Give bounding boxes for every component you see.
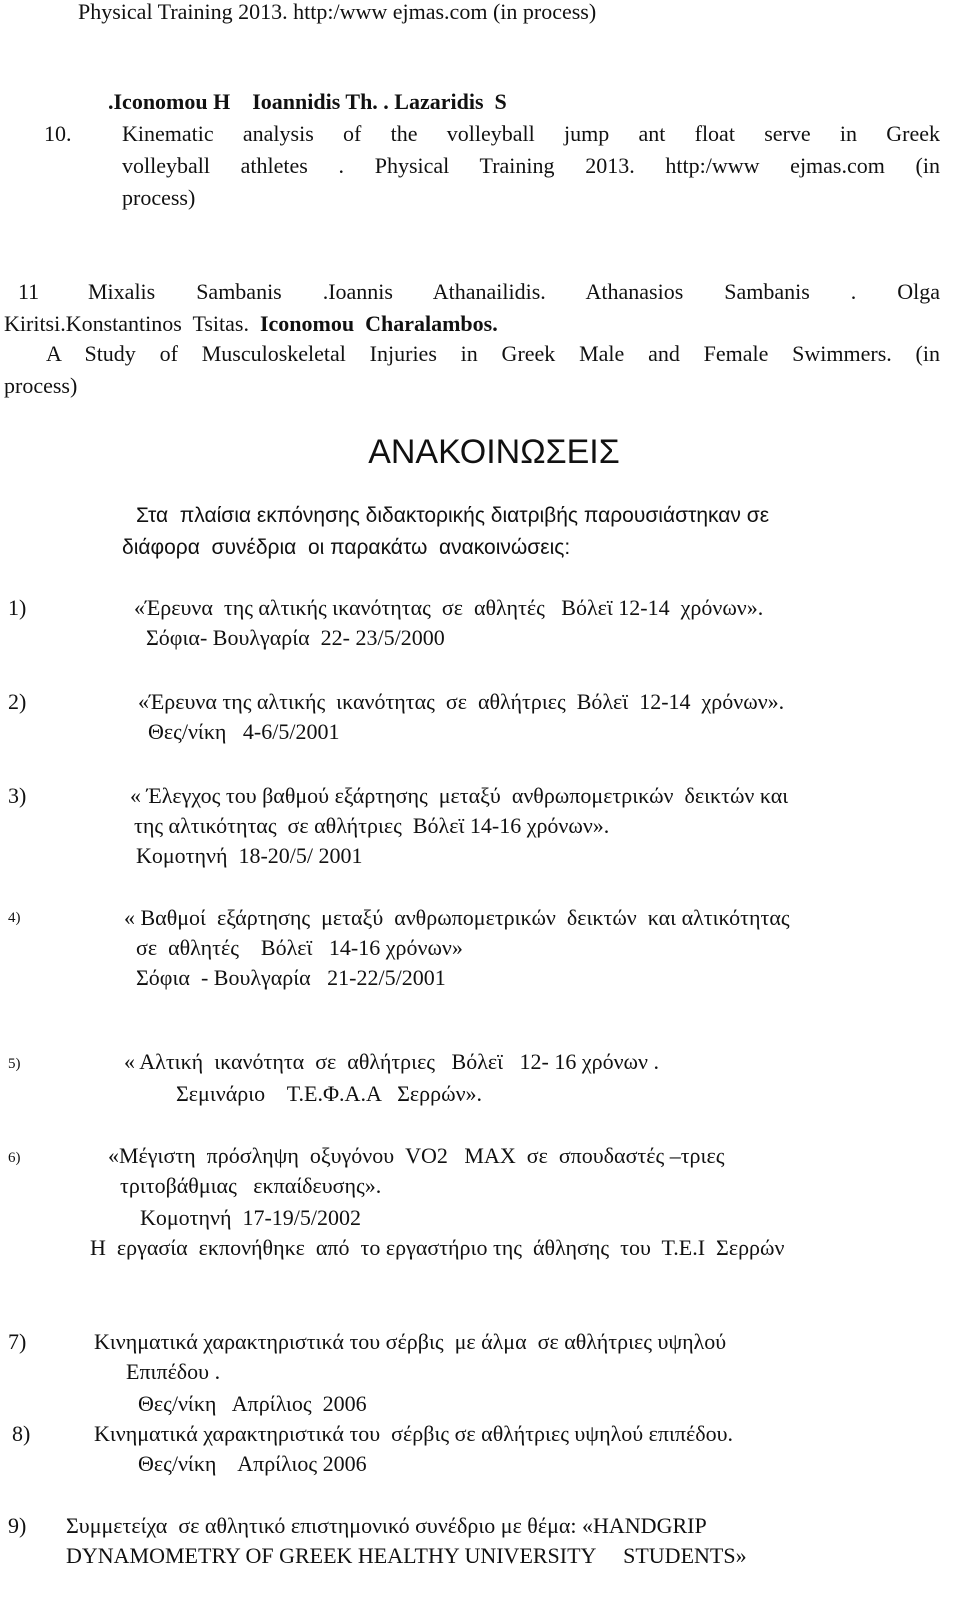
announcement-9-title-line1: Συμμετείχα σε αθλητικό επιστημονικό συνέδριο με θέμα: «HANDGRIP	[66, 1513, 707, 1538]
announcement-5-number: 5)	[8, 1056, 21, 1072]
reference-11-authors-line2	[4, 308, 498, 340]
announcement-6-note: Η εργασία εκπονήθηκε από το εργαστήριο της άθλησης του Τ.Ε.Ι Σερρών	[90, 1235, 785, 1260]
announcement-6-title-line1: «Μέγιστη πρόσληψη οξυγόνου VO2 MAX σε σπουδαστές –τριες	[108, 1143, 725, 1168]
reference-10-title-line3: process)	[122, 185, 196, 210]
announcement-1-venue: Σόφια- Βουλγαρία 22- 23/5/2000	[146, 625, 445, 650]
reference-11-number: 11	[18, 279, 40, 304]
announcements-intro-line1: Στα πλαίσια εκπόνησης διδακτορικής διατριβής παρουσιάστηκαν σε	[136, 504, 770, 527]
announcement-6-number: 6)	[8, 1150, 21, 1166]
announcement-2-venue: Θες/νίκη 4-6/5/2001	[148, 719, 340, 744]
announcement-3-venue: Κομοτηνή 18-20/5/ 2001	[136, 843, 363, 868]
announcement-7-title-line1: Κινηματικά χαρακτηριστικά του σέρβις με άλμα σε αθλήτριες υψηλού	[94, 1329, 727, 1354]
announcement-8-title: Κινηματικά χαρακτηριστικά του σέρβις σε αθλήτριες υψηλού επιπέδου.	[94, 1421, 733, 1446]
reference-11-authors-plain: Kiritsi.Konstantinos Tsitas.	[4, 311, 260, 336]
announcement-8-number: 8)	[12, 1421, 31, 1446]
announcement-5-venue: Σεμινάριο Τ.Ε.Φ.Α.Α Σερρών».	[176, 1081, 483, 1106]
reference-continuation-line: Physical Training 2013. http:/www ejmas.com (in process)	[78, 0, 597, 24]
announcement-1-number: 1)	[8, 595, 27, 620]
reference-11-authors-bold: Iconomou Charalambos.	[259, 311, 498, 336]
reference-10-number: 10.	[44, 121, 72, 146]
announcement-6-venue: Κομοτηνή 17-19/5/2002	[140, 1205, 362, 1230]
reference-11-title-line1: A Study of Musculoskeletal Injuries in Greek Male and Female Swimmers. (in	[46, 341, 940, 366]
reference-10-title-line1: Kinematic analysis of the volleyball jump ant float serve in Greek	[122, 121, 940, 146]
reference-11-title-line2: process)	[4, 373, 78, 398]
announcement-9-number: 9)	[8, 1513, 27, 1538]
announcement-2-title: «Έρευνα της αλτικής ικανότητας σε αθλήτριες Βόλεϊ 12-14 χρόνων».	[138, 689, 785, 714]
announcement-4-title-line2: σε αθλητές Βόλεϊ 14-16 χρόνων»	[136, 935, 463, 960]
announcement-8-venue: Θες/νίκη Απρίλιος 2006	[138, 1451, 367, 1476]
announcement-3-number: 3)	[8, 783, 27, 808]
reference-10-title-line2: volleyball athletes . Physical Training 2013. http:/www ejmas.com (in	[122, 153, 940, 178]
announcement-9-title-line2: DYNAMOMETRY OF GREEK HEALTHY UNIVERSITY STUDENTS»	[66, 1543, 747, 1568]
announcements-heading: ΑΝΑΚΟΙΝΩΣΕΙΣ	[368, 433, 620, 471]
announcement-7-title-line2: Επιπέδου .	[126, 1359, 221, 1384]
announcement-4-venue: Σόφια - Βουλγαρία 21-22/5/2001	[136, 965, 446, 990]
announcement-1-title: «Έρευνα της αλτικής ικανότητας σε αθλητές Βόλεϊ 12-14 χρόνων».	[134, 595, 764, 620]
reference-11-authors-line1: Mixalis Sambanis .Ioannis Athanailidis. Athanasios Sambanis . Olga	[88, 279, 940, 304]
announcement-7-number: 7)	[8, 1329, 27, 1354]
reference-10-authors: .Iconomou H Ioannidis Th. . Lazaridis S	[108, 89, 507, 114]
announcement-5-title: « Αλτική ικανότητα σε αθλήτριες Βόλεϊ 12- 16 χρόνων .	[124, 1049, 659, 1074]
announcement-7-venue: Θες/νίκη Απρίλιος 2006	[138, 1391, 367, 1416]
announcement-2-number: 2)	[8, 689, 27, 714]
announcement-6-title-line2: τριτοβάθμιας εκπαίδευσης».	[120, 1173, 382, 1198]
announcements-intro-line2: διάφορα συνέδρια οι παρακάτω ανακοινώσεις:	[122, 536, 571, 559]
announcement-3-title-line1: « Έλεγχος του βαθμού εξάρτησης μεταξύ ανθρωπομετρικών δεικτών και	[130, 783, 789, 808]
announcement-4-number: 4)	[8, 910, 21, 926]
announcement-4-title-line1: « Βαθμοί εξάρτησης μεταξύ ανθρωπομετρικών δεικτών και αλτικότητας	[124, 905, 790, 930]
announcement-3-title-line2: της αλτικότητας σε αθλήτριες Βόλεϊ 14-16 χρόνων».	[134, 813, 610, 838]
